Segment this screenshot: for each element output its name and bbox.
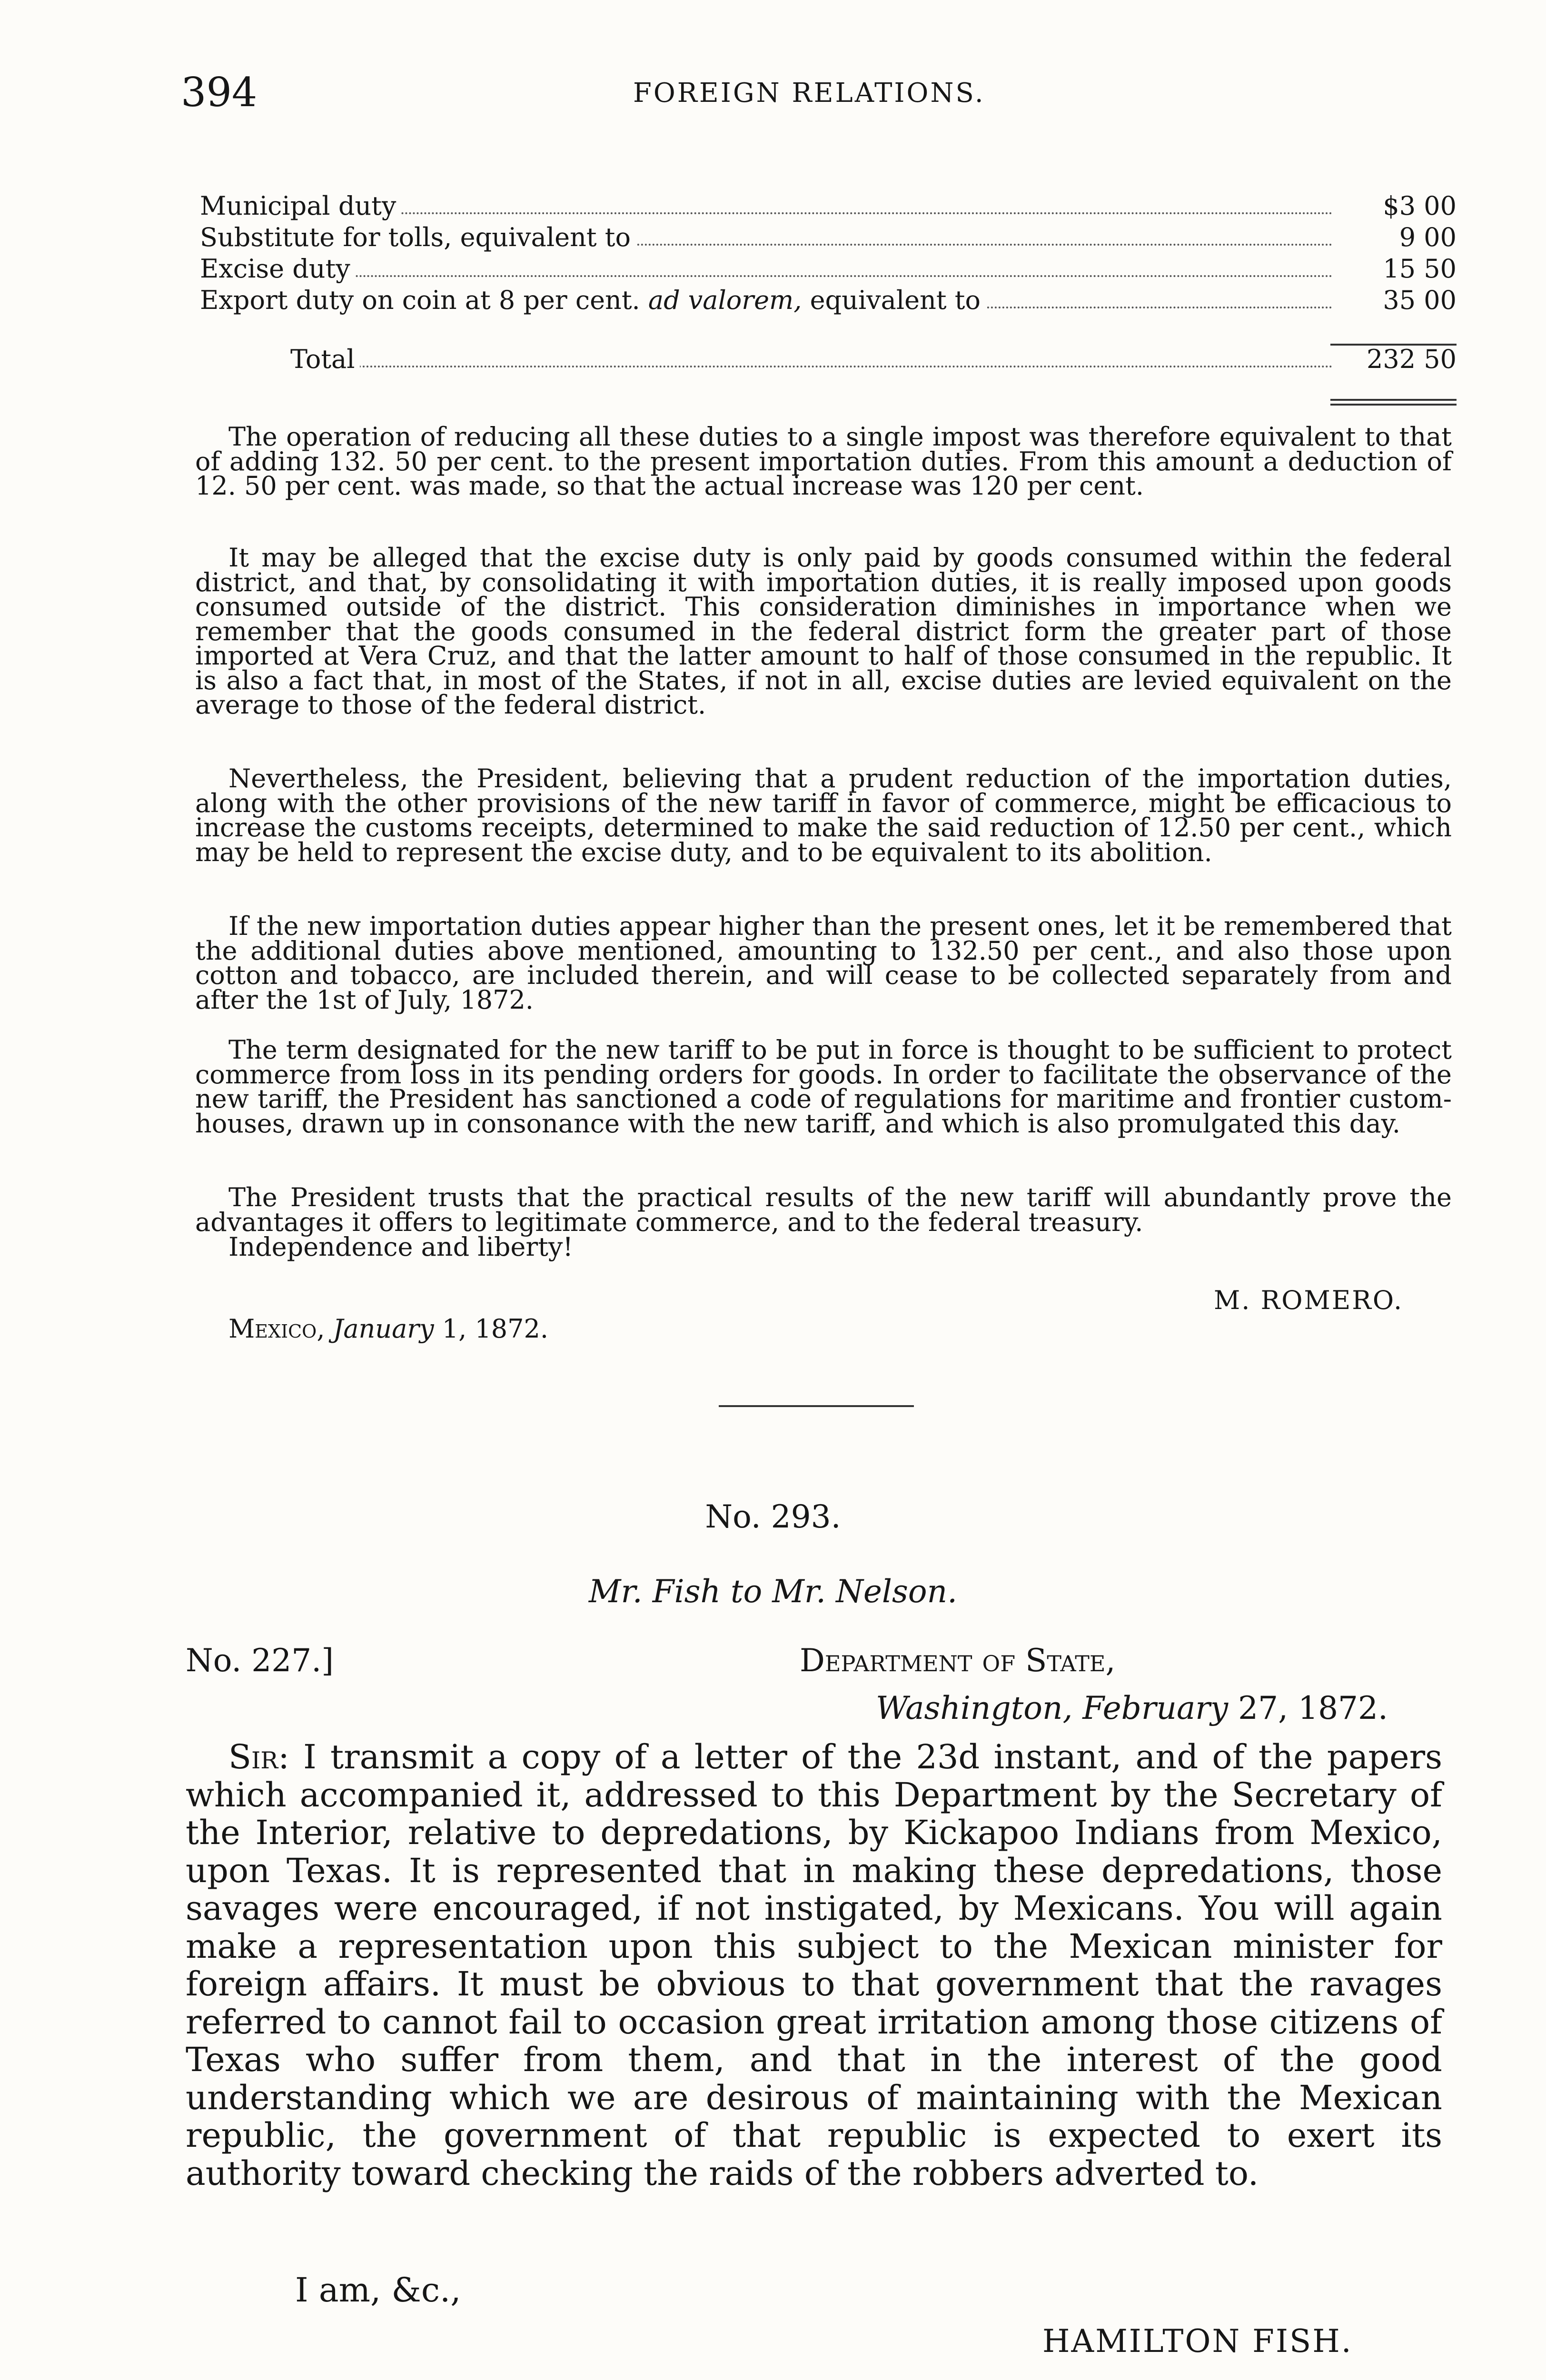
running-title: FOREIGN RELATIONS.	[633, 78, 985, 109]
signature-fish: HAMILTON FISH.	[1042, 2323, 1353, 2360]
document-title: Mr. Fish to Mr. Nelson.	[588, 1573, 958, 1610]
decree-paragraph-1: The operation of reducing all these duties to a single impost was therefore equivalent to that of adding 132. 50 per cent. to the present importation duties. From this amount a deduction of 12. 50 per cent. was made, so that the actual increase was 120 per cent.	[195, 422, 1452, 501]
letter-dateline: Washington, February 27, 1872.	[876, 1690, 1388, 1726]
sum-rule	[1330, 344, 1457, 346]
duty-row-excise	[200, 253, 1457, 285]
letter-closing: I am, &c.,	[295, 2271, 461, 2310]
department-heading: Department of State,	[800, 1642, 1116, 1679]
total-amount: 232 50	[1367, 344, 1457, 374]
letter-body: Sir: I transmit a copy of a letter of the 23d instant, and of the papers which accompanied it, addressed to this Department by the Secretary of the Interior, relative to depredations, by Kickapoo Indians from Mexico, upon Texas. It is represented that in making these depredations, those savages were encouraged, if not instigated, by Mexicans. You will again make a representation upon this subject to the Mexican minister for foreign affairs. It must be obvious to that government that the ravages referred to cannot fail to occasion great irritation among those citizens of Texas who suffer from them, and that in the interest of the good understanding which we are desirous of maintaining with the Mexican republic, the government of that republic is expected to exert its authority toward checking the raids of the robbers adverted to.	[186, 1737, 1442, 2193]
duty-label: Export duty on coin at 8 per cent. ad valorem, equivalent to	[200, 285, 985, 316]
decree-paragraph-2: It may be alleged that the excise duty is only paid by goods consumed within the federal district, and that, by consolidating it with importation duties, it is really imposed upon goods consumed outside of the district. This consideration diminishes in importance when we remember that the goods consumed in the federal district form the greater part of those imported at Vera Cruz, and that the latter amount to half of those consumed in the republic. It is also a fact that, in most of the States, if not in all, excise duties are levied equivalent on the average to those of the federal district.	[195, 543, 1452, 720]
duty-row-total	[200, 344, 1457, 375]
dateline-mexico: Mexico, January 1, 1872.	[228, 1314, 549, 1344]
duty-label: Excise duty	[200, 253, 355, 285]
duty-row-export	[200, 285, 1457, 316]
section-divider	[719, 1405, 914, 1407]
salutation: Sir:	[228, 1737, 289, 1776]
decree-paragraph-4: If the new importation duties appear higher than the present ones, let it be remembered that the additional duties above mentioned, amounting to 132.50 per cent., and also those upon cotton and tobacco, are included therein, and will cease to be collected separately from and after the 1st of July, 1872.	[195, 911, 1452, 1015]
duty-table	[200, 190, 1457, 375]
total-label: Total	[290, 344, 360, 375]
duty-amount: 9 00	[1399, 222, 1457, 252]
page-number: 394	[181, 69, 258, 116]
total-double-rule-1	[1330, 399, 1457, 401]
duty-amount: 15 50	[1383, 254, 1457, 284]
signature-romero: M. ROMERO.	[1214, 1285, 1404, 1315]
total-double-rule-2	[1330, 404, 1457, 406]
decree-paragraph-5: The term designated for the new tariff to be put in force is thought to be sufficient to protect commerce from loss in its pending orders for goods. In order to facilitate the observance of the new tariff, the President has sanctioned a code of regulations for maritime and frontier custom-houses, drawn up in consonance with the new tariff, and which is also promulgated this day.	[195, 1035, 1452, 1139]
duty-amount: $3 00	[1383, 191, 1457, 221]
dot-leader	[290, 366, 1333, 367]
decree-paragraph-6: The President trusts that the practical results of the new tariff will abundantly prove the advantages it offers to legitimate commerce, and to the federal treasury.	[195, 1182, 1452, 1237]
duty-row-municipal	[200, 190, 1457, 222]
reference-number: No. 227.]	[186, 1642, 334, 1679]
duty-label: Municipal duty	[200, 190, 401, 222]
document-number: No. 293.	[705, 1498, 841, 1535]
decree-paragraph-3: Nevertheless, the President, believing that a prudent reduction of the importation duties, along with the other provisions of the new tariff in favor of commerce, might be efficacious to increase the customs receipts, determined to make the said reduction of 12.50 per cent., which may be held to represent the excise duty, and to be equivalent to its abolition.	[195, 764, 1452, 867]
duty-amount: 35 00	[1383, 285, 1457, 315]
duty-label: Substitute for tolls, equivalent to	[200, 222, 635, 253]
decree-paragraph-7: Independence and liberty!	[228, 1232, 574, 1262]
duty-row-tolls	[200, 222, 1457, 253]
dot-leader	[200, 275, 1333, 277]
